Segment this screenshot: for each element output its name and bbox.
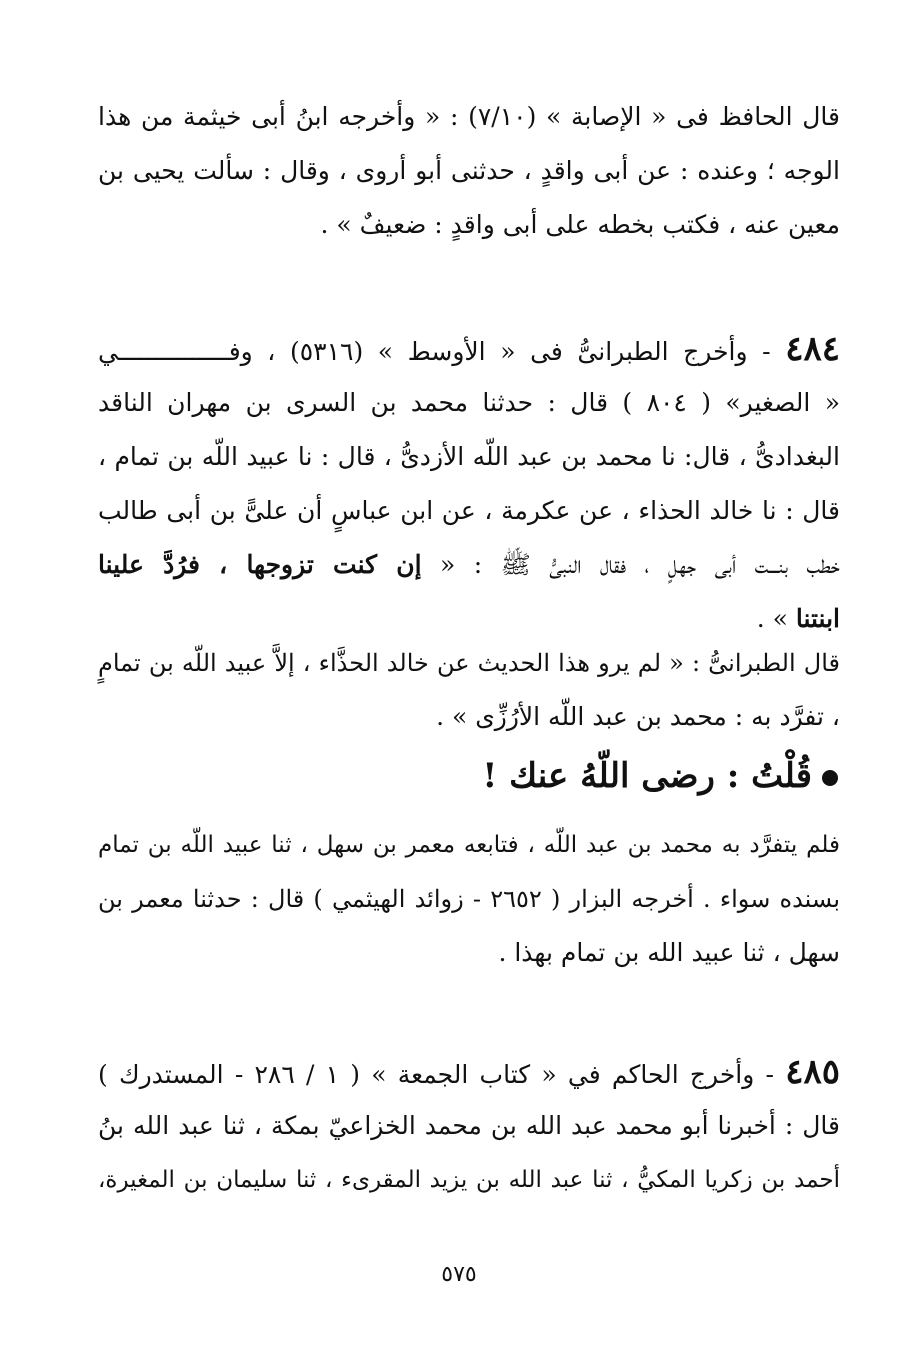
hadith-485-first-line [98,1045,840,1099]
text-line: قال الطبرانىُّ : « لم يرو هذا الحديث عن خالد الحذَّاء ، إلاَّ عبيد اللّه بن تمامٍ [98,649,840,677]
prophetic-saying: ابنتنا [795,604,840,633]
text-line: معين عنه ، فكتب بخطه على أبى واقدٍ : ضعيفٌ » . [320,210,840,239]
text-segment: - وأخرج الحاكم في « كتاب الجمعة » ( ١ / ٢٨٦ - المستدرك ) [98,1060,774,1089]
text-line: ، تفرَّد به : محمد بن عبد اللّه الأرُزِّى » . [436,702,840,731]
hadith-485 [98,1045,840,1207]
page-number: ٥٧٥ [441,1262,477,1287]
text-segment: » . [756,604,796,633]
paragraph-follow-up [98,818,840,980]
text-line [98,538,840,592]
text-line: أحمد بن زكريا المكيُّ ، ثنا عبد الله بن يزيد المقرىء ، ثنا سليمان بن المغيرة، [98,1167,840,1193]
qult-heading [482,748,838,804]
hadith-number: ٤٨٥ [785,1052,840,1092]
text-line: فلم يتفرَّد به محمد بن عبد اللّه ، فتابعه معمر بن سهل ، ثنا عبيد اللّه بن تمام [98,832,840,858]
text-segment: خطب بنـــت أبى جهلٍ ، فقال النبىُّ ﷺ : « [421,550,840,579]
text-line: قال الحافظ فى « الإصابة » (٧/١٠) : « وأخرجه ابنُ أبى خيثمة من هذا [98,102,840,131]
text-line: بسنده سواء . أخرجه البزار ( ٢٦٥٢ - زوائد الهيثمي ) قال : حدثنا معمر بن [98,885,841,913]
bullet-icon [822,770,838,786]
hadith-484-first-line [98,322,840,376]
hadith-number: ٤٨٤ [785,329,840,369]
text-line: سهل ، ثنا عبيد الله بن تمام بهذا . [498,938,840,967]
text-segment: - وأخرج الطبرانىُّ فى « الأوسط » (٥٣١٦) ، وفـــــــــــــــي [98,337,771,366]
tabarani-comment [98,636,840,744]
text-line: الوجه ؛ وعنده : عن أبى واقدٍ ، حدثنى أبو أروى ، وقال : سألت يحيى بن [98,156,840,185]
hadith-484 [98,322,840,646]
text-line: قال : نا خالد الحذاء ، عن عكرمة ، عن ابن عباسٍ أن علىًّ بن أبى طالب [98,496,840,525]
prophetic-saying: إن كنت تزوجها ، فرُدَّ علينا [98,550,422,579]
text-line: « الصغير» ( ٨٠٤ ) قال : حدثنا محمد بن السرى بن مهران الناقد [98,388,840,417]
text-line: البغدادىُّ ، قال: نا محمد بن عبد اللّه الأزدىُّ ، قال : نا عبيد اللّه بن تمام ، [98,442,840,471]
heading-text: قُلْتُ : رضى اللّهُ عنك ! [482,756,812,796]
paragraph-isaba-quote [98,90,840,252]
text-line: قال : أخبرنا أبو محمد عبد الله بن محمد الخزاعيّ بمكة ، ثنا عبد الله بنُ [98,1111,840,1140]
